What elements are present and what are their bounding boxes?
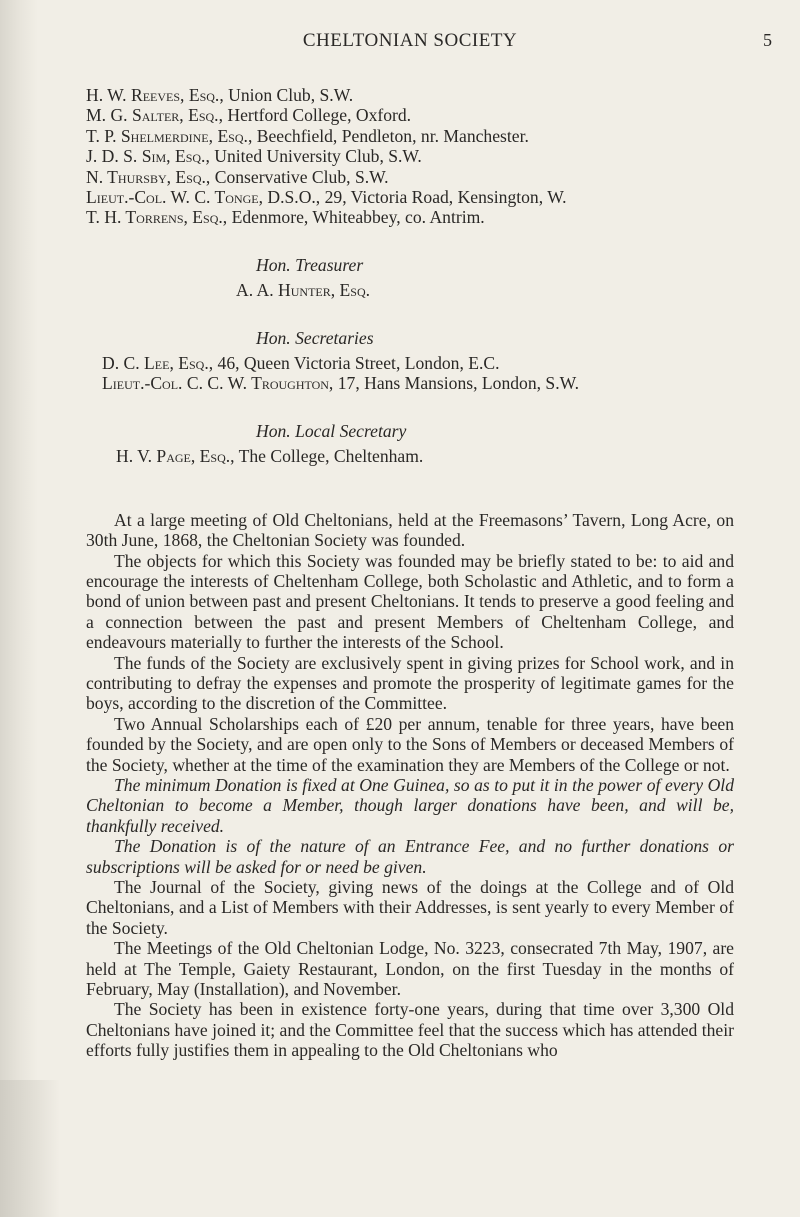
local-secretary-heading: Hon. Local Secretary (256, 420, 407, 441)
member-name: T. P. Shelmerdine, Esq. (86, 125, 248, 146)
member-detail: , United University Club, S.W. (205, 146, 422, 167)
running-head: CHELTONIAN SOCIETY (302, 30, 518, 51)
paragraph: The objects for which this Society was founded may be briefly stated to be: to aid and encourage the interests of Cheltenham College, both Scholastic and Athletic, and to form a bond of union between past and present Cheltonians. It tends to preserve a good feeling and a connection between the past and present Members of Cheltenham College, and endeavours materially to further the interests of the School. (86, 550, 734, 653)
paragraph: The funds of the Society are exclusively spent in giving prizes for School work, and in contributing to defray the expenses and promote the prosperity of legitimate games for the boys, according to the discretion of the Committee. (86, 652, 734, 714)
member-name: M. G. Salter, Esq. (86, 105, 219, 126)
list-item (86, 105, 734, 125)
secretary-name: D. C. Lee, Esq. (102, 353, 209, 374)
page-edge-shadow (0, 0, 38, 1217)
member-detail: , Conservative Club, S.W. (205, 166, 389, 187)
list-item (86, 373, 734, 393)
paragraph: The Meetings of the Old Cheltonian Lodge, No. 3223, consecrated 7th May, 1907, are held at The Temple, Gaiety Restaurant, London, on the first Tuesday in the months of February, May (Installation), and November. (86, 938, 734, 1000)
list-item (86, 187, 734, 207)
secretary-name: Lieut.-Col. C. C. W. Troughton, (102, 373, 334, 394)
member-detail: , Hertford College, Oxford. (218, 105, 412, 126)
member-name: N. Thursby, Esq. (86, 166, 206, 187)
list-item (86, 126, 734, 146)
secretary-detail: 17, Hans Mansions, London, S.W. (333, 373, 579, 394)
member-name: T. H. Torrens, Esq. (86, 207, 223, 228)
local-secretary-entry (86, 446, 734, 466)
list-item (86, 353, 734, 373)
secretaries-list (86, 353, 734, 394)
society-description (86, 510, 734, 1061)
member-name: H. W. Reeves, Esq. (86, 85, 220, 105)
list-item (86, 146, 734, 166)
treasurer-heading: Hon. Treasurer (256, 254, 364, 275)
paragraph: The Journal of the Society, giving news of the doings at the College and of Old Cheltonians, and a List of Members with their Addresses, is sent yearly to every Member of the Society. (86, 877, 734, 938)
treasurer-name: A. A. Hunter, Esq. (236, 280, 371, 301)
paragraph: Two Annual Scholarships each of £20 per annum, tenable for three years, have been founded by the Society, and are open only to the Sons of Members or deceased Members of the Society, whether at the time of the examination they are Members of the College or not. (86, 713, 734, 775)
list-item (86, 207, 734, 227)
member-detail: , Beechfield, Pendleton, nr. Manchester. (247, 125, 529, 146)
member-list (86, 85, 734, 228)
paragraph: The Donation is of the nature of an Entrance Fee, and no further donations or subscriptions will be asked for or need be given. (86, 836, 734, 877)
page-number: 5 (763, 30, 772, 50)
paragraph: The minimum Donation is fixed at One Guinea, so as to put it in the power of every Old Cheltonian to become a Member, though larger donations have been, and will be, thankfully received. (86, 774, 734, 836)
member-name: J. D. S. Sim, Esq. (86, 146, 206, 167)
local-secretary-detail: , The College, Cheltenham. (230, 446, 424, 467)
list-item (86, 167, 734, 187)
local-secretary-name: H. V. Page, Esq. (116, 446, 231, 467)
paragraph: The Society has been in existence forty-one years, during that time over 3,300 Old Cheltonians have joined it; and the Committee feel that the success which has attended their efforts fully justifies them in appealing to the Old Cheltonians who (86, 999, 734, 1061)
member-detail: D.S.O., 29, Victoria Road, Kensington, W. (263, 187, 567, 208)
page-header (100, 30, 772, 54)
local-secretary-section (86, 421, 734, 467)
paragraph: At a large meeting of Old Cheltonians, held at the Freemasons’ Tavern, Long Acre, on 30th June, 1868, the Cheltonian Society was founded. (86, 509, 734, 551)
member-detail: , Edenmore, Whiteabbey, co. Antrim. (222, 207, 485, 228)
member-name: Lieut.-Col. W. C. Tonge, (86, 187, 264, 208)
page-corner-shadow (0, 1080, 60, 1217)
treasurer-section (86, 255, 734, 301)
list-item (86, 85, 734, 105)
page-content (86, 85, 734, 1061)
member-detail: , Union Club, S.W. (219, 85, 354, 105)
secretaries-section (86, 328, 734, 394)
secretary-detail: , 46, Queen Victoria Street, London, E.C. (208, 353, 500, 374)
secretaries-heading: Hon. Secretaries (256, 327, 374, 348)
